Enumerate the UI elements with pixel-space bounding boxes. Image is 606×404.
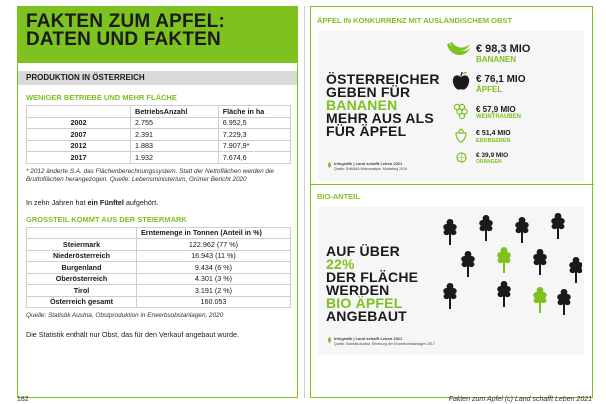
heading-bio: BIO-ANTEIL xyxy=(317,192,360,201)
table-row xyxy=(27,285,291,297)
fruit-value: € 98,3 MIO xyxy=(476,43,531,55)
table-footnote: * 2012 änderte S.A. das Flächenberechnungssystem. Statt der Nettoflächen werden die Bruttoflächen herangezogen. Quelle: Lebensministerium, Grüner Bericht 2020 xyxy=(26,167,274,183)
fruit-label: BANANEN xyxy=(476,55,516,64)
tree-grid-icon xyxy=(436,213,582,323)
fruit-value: € 57,9 MIO xyxy=(476,105,516,114)
table-cell: 160.053 xyxy=(137,296,291,308)
table-cell: Steiermark xyxy=(27,239,137,251)
table-cell: 16.943 (11 %) xyxy=(137,250,291,262)
headline-line: DER FLÄCHE xyxy=(326,269,419,285)
paragraph-text: In zehn Jahren hat xyxy=(26,197,88,207)
table-cell: 1.932 xyxy=(131,152,219,164)
headline-line: ÖSTERREICHER xyxy=(326,71,440,87)
betriebe-table xyxy=(26,105,291,164)
table-header-row xyxy=(27,227,291,239)
headline-line: MEHR AUS ALS xyxy=(326,110,434,126)
table-row xyxy=(27,250,291,262)
right-panel xyxy=(310,6,593,398)
section-heading: PRODUKTION IN ÖSTERREICH xyxy=(18,71,297,85)
table-cell: 2012 xyxy=(27,140,131,152)
table-row xyxy=(27,117,291,129)
heading-konkurrenz: ÄPFEL IN KONKURRENZ MIT AUSLÄNDISCHEM OBST xyxy=(317,16,512,25)
table-row xyxy=(27,273,291,285)
fruit-value: € 39,9 MIO xyxy=(476,152,509,159)
table-cell: 2002 xyxy=(27,117,131,129)
table-row xyxy=(27,152,291,164)
source-title: Infografik | Land schafft Leben 2021 xyxy=(334,336,403,341)
fruit-label: ÄPFEL xyxy=(476,85,503,94)
table-cell: 7.907,9* xyxy=(218,140,290,152)
subheading-steiermark: GROSSTEIL KOMMT AUS DER STEIERMARK xyxy=(26,214,187,224)
source-text: Quelle: Statistik Austria, Erhebung der Erwerbsobstanlagen 2017 xyxy=(334,341,435,346)
subheading-betriebe: WENIGER BETRIEBE UND MEHR FLÄCHE xyxy=(26,93,177,102)
table-cell: Österreich gesamt xyxy=(27,296,137,308)
headline-konkurrenz xyxy=(326,73,440,138)
table-cell: Oberösterreich xyxy=(27,273,137,285)
table-cell: 1.883 xyxy=(131,140,219,152)
headline-line: BANANEN xyxy=(326,97,398,113)
source-text: Quelle: RollAMA Motivanalyse, Marketing 2016 xyxy=(334,166,407,171)
paragraph-bold: ein Fünftel xyxy=(87,197,124,207)
grapes-icon xyxy=(453,103,468,120)
table-header: BetriebsAnzahl xyxy=(131,106,219,118)
table-cell: 7.674,6 xyxy=(218,152,290,164)
page-title xyxy=(26,13,289,49)
headline-line: ANGEBAUT xyxy=(326,308,407,324)
fruit-label: WEINTRAUBEN xyxy=(476,114,521,120)
headline-line: WERDEN xyxy=(326,282,390,298)
infographic-konkurrenz xyxy=(318,31,584,181)
table-header xyxy=(27,227,137,239)
table-cell: 2017 xyxy=(27,152,131,164)
banana-icon xyxy=(445,41,473,61)
table-cell: 6.952,5 xyxy=(218,117,290,129)
fruit-label: ERDBEEREN xyxy=(476,138,511,144)
table-cell: Tirol xyxy=(27,285,137,297)
table-row xyxy=(27,140,291,152)
table-header-row xyxy=(27,106,291,118)
column-divider xyxy=(304,6,305,398)
table-cell: 122.962 (77 %) xyxy=(137,239,291,251)
footer-title: Fakten zum Apfel (c) Land schafft Leben 2021 xyxy=(448,396,592,403)
fruit-value: € 51,4 MIO xyxy=(476,130,511,137)
table-header xyxy=(27,106,131,118)
title-line-2: DATEN UND FAKTEN xyxy=(26,29,221,50)
strawberry-icon xyxy=(455,128,467,143)
table-row xyxy=(27,262,291,274)
paragraph-text: aufgehört. xyxy=(123,197,159,207)
table-cell: 3.191 (2 %) xyxy=(137,285,291,297)
page-number: 182 xyxy=(17,396,29,403)
source-block xyxy=(328,162,407,171)
source-block xyxy=(328,337,435,346)
source-title: Infografik | Land schafft Leben 2021 xyxy=(334,161,403,166)
table-row xyxy=(27,296,291,308)
table-header: Fläche in ha xyxy=(218,106,290,118)
table-cell: 2007 xyxy=(27,129,131,141)
table-cell: 2.755 xyxy=(131,117,219,129)
left-panel xyxy=(17,6,298,398)
orange-icon xyxy=(456,152,467,163)
infographic-bio xyxy=(318,207,584,355)
title-bar xyxy=(18,7,297,63)
fruit-label: ORANGEN xyxy=(476,159,502,165)
table-header: Erntemenge in Tonnen (Anteil in %) xyxy=(137,227,291,239)
paragraph-statistik: Die Statistik enthält nur Obst, das für den Verkauf angebaut wurde. xyxy=(26,329,239,339)
headline-text: AUF ÜBER xyxy=(326,243,400,259)
headline-line: GEBEN FÜR xyxy=(326,84,411,100)
leaf-icon xyxy=(327,162,332,168)
headline-percent: 22% xyxy=(326,256,355,272)
table-cell: 7.229,3 xyxy=(218,129,290,141)
paragraph-fuenftel xyxy=(18,198,297,207)
table-cell: 4.301 (3 %) xyxy=(137,273,291,285)
table-cell: 9.434 (6 %) xyxy=(137,262,291,274)
headline-line: FÜR ÄPFEL xyxy=(326,123,407,139)
leaf-icon xyxy=(327,337,332,343)
table-cell: Niederösterreich xyxy=(27,250,137,262)
title-line-1: FAKTEN ZUM APFEL: xyxy=(26,11,226,32)
table-row xyxy=(27,239,291,251)
headline-line xyxy=(326,245,418,271)
table-cell: 2.391 xyxy=(131,129,219,141)
fruit-value: € 76,1 MIO xyxy=(476,74,526,85)
headline-bio xyxy=(326,245,418,323)
headline-line: BIO ÄPFEL xyxy=(326,295,403,311)
table-cell: Burgenland xyxy=(27,262,137,274)
table-row xyxy=(27,129,291,141)
erntemenge-table xyxy=(26,227,291,309)
table-source: Quelle: Statistik Austria, Obstproduktion in Erwerbsobstanlagen, 2020 xyxy=(26,312,224,319)
apple-icon xyxy=(452,71,470,91)
